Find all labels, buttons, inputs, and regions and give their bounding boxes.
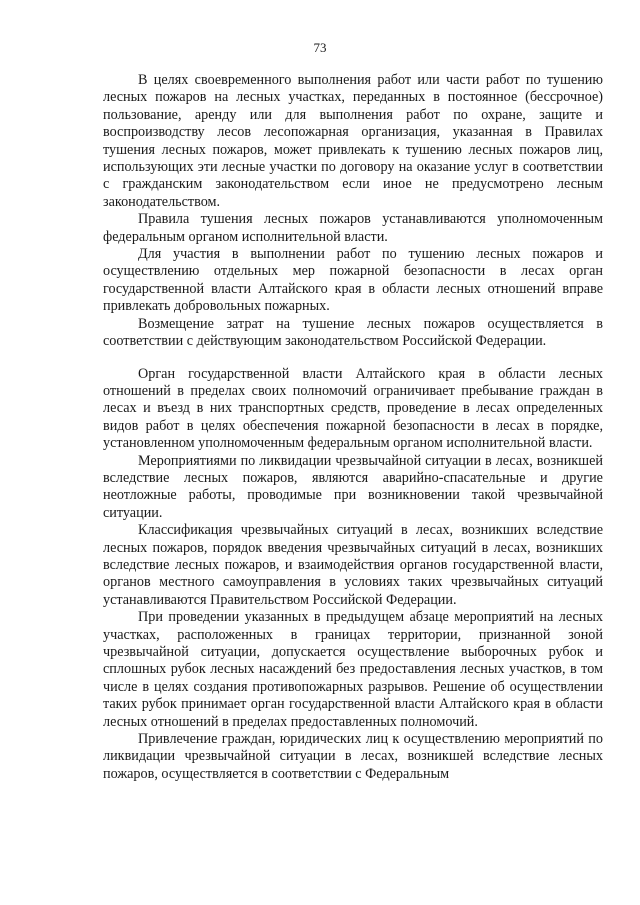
paragraph: В целях своевременного выполнения работ или части работ по тушению лесных пожаров на лесных участках, переданных в постоянное (бессрочное) пользование, аренду или для выполнения работ по охране, защите и воспроизводству лесов лесопожарная организация, указанная в Правилах тушения лесных пожаров, может привлекать к тушению лесных пожаров лиц, использующих эти лесные участки по договору на оказание услуг в соответствии с гражданским законодательством если иное не предусмотрено лесным законодательством.	[103, 72, 603, 210]
paragraph: При проведении указанных в предыдущем абзаце мероприятий на лесных участках, расположенных в границах территории, признанной зоной чрезвычайной ситуации, допускается осуществление выборочных рубок и сплошных рубок лесных насаждений без предоставления лесных участков, в том числе в целях создания противопожарных разрывов. Решение об осуществлении таких рубок принимает орган государственной власти Алтайского края в области лесных отношений в пределах предоставленных полномочий.	[103, 609, 603, 730]
paragraph: Возмещение затрат на тушение лесных пожаров осуществляется в соответствии с действующим законодательством Российской Федерации.	[103, 315, 603, 350]
page-number: 73	[313, 40, 327, 55]
paragraph: Классификация чрезвычайных ситуаций в лесах, возникших вследствие лесных пожаров, порядок введения чрезвычайных ситуаций в лесах, возникших вследствие лесных пожаров, и взаимодействия органов государственной власти, органов местного самоуправления в условиях таких чрезвычайных ситуаций устанавливаются Правительством Российской Федерации.	[103, 522, 603, 608]
paragraph: Для участия в выполнении работ по тушению лесных пожаров и осуществлению отдельных мер пожарной безопасности в лесах орган государственной власти Алтайского края в области лесных отношений вправе привлекать добровольных пожарных.	[103, 246, 603, 315]
paragraph: Мероприятиями по ликвидации чрезвычайной ситуации в лесах, возникшей вследствие лесных пожаров, являются аварийно-спасательные и другие неотложные работы, проводимые при возникновении такой чрезвычайной ситуации.	[103, 452, 603, 521]
paragraph: Привлечение граждан, юридических лиц к осуществлению мероприятий по ликвидации чрезвычайной ситуации в лесах, возникшей вследствие лесных пожаров, осуществляется в соответствии с Федеральным	[103, 731, 603, 782]
paragraph: Правила тушения лесных пожаров устанавливаются уполномоченным федеральным органом исполнительной власти.	[103, 211, 603, 245]
document-body	[103, 72, 603, 783]
paragraph: Орган государственной власти Алтайского края в области лесных отношений в пределах своих полномочий ограничивает пребывание граждан в лесах и въезд в них транспортных средств, проведение в лесах определенных видов работ в целях обеспечения пожарной безопасности в лесах в порядке, установленном уполномоченным федеральным органом исполнительной власти.	[103, 365, 603, 452]
